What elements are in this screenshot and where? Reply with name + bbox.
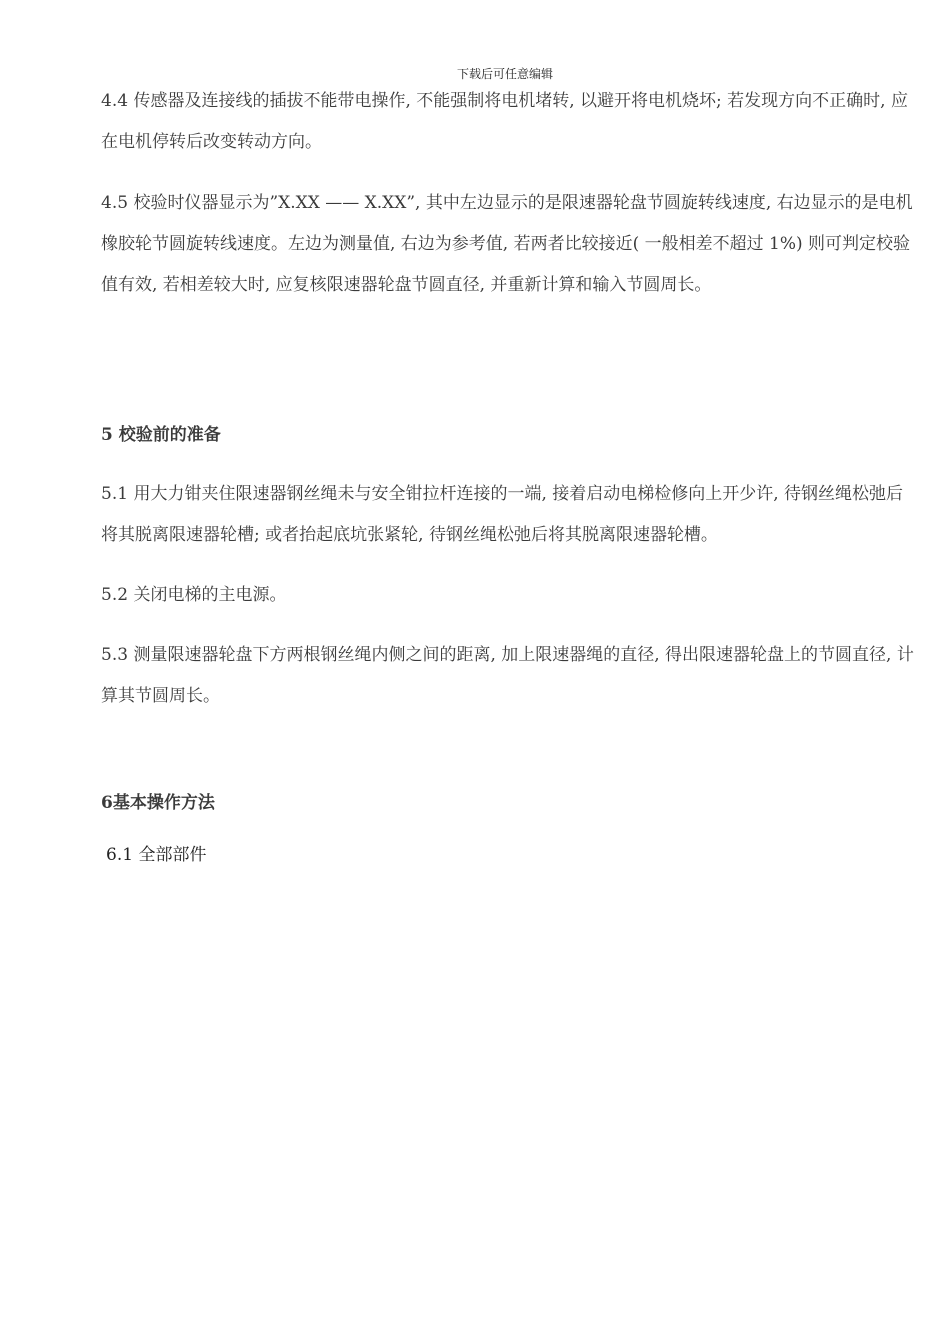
paragraph-4-5: 4.5 校验时仪器显示为”X.XX —— X.XX”, 其中左边显示的是限速器轮盘节圆旋转线速度, 右边显示的是电机橡胶轮节圆旋转线速度。左边为测量值, 右边为参考值, 若两者比较接近( 一般相差不超过 1%) 则可判定校验值有效, 若相差较大时, 应复核限速器轮盘节圆直径, 并重新计算和输入节圆周长。 xyxy=(101,193,913,295)
section-heading-6: 6基本操作方法 xyxy=(101,793,215,813)
section-heading-5: 5 校验前的准备 xyxy=(101,425,221,445)
paragraph-5-2: 5.2 关闭电梯的主电源。 xyxy=(101,585,287,605)
paragraph-5-1: 5.1 用大力钳夹住限速器钢丝绳未与安全钳拉杆连接的一端, 接着启动电梯检修向上开少许, 待钢丝绳松弛后将其脱离限速器轮槽; 或者抬起底坑张紧轮, 待钢丝绳松弛后将其脱离限速器轮槽。 xyxy=(101,484,904,545)
subsection-6-1: 6.1 全部部件 xyxy=(106,845,207,865)
paragraph-4-4: 4.4 传感器及连接线的插拔不能带电操作, 不能强制将电机堵转, 以避开将电机烧坏; 若发现方向不正确时, 应在电机停转后改变转动方向。 xyxy=(101,91,908,152)
page-header-note: 下载后可任意编辑 xyxy=(456,67,553,81)
paragraph-5-3: 5.3 测量限速器轮盘下方两根钢丝绳内侧之间的距离, 加上限速器绳的直径, 得出限速器轮盘上的节圆直径, 计算其节圆周长。 xyxy=(101,645,914,706)
